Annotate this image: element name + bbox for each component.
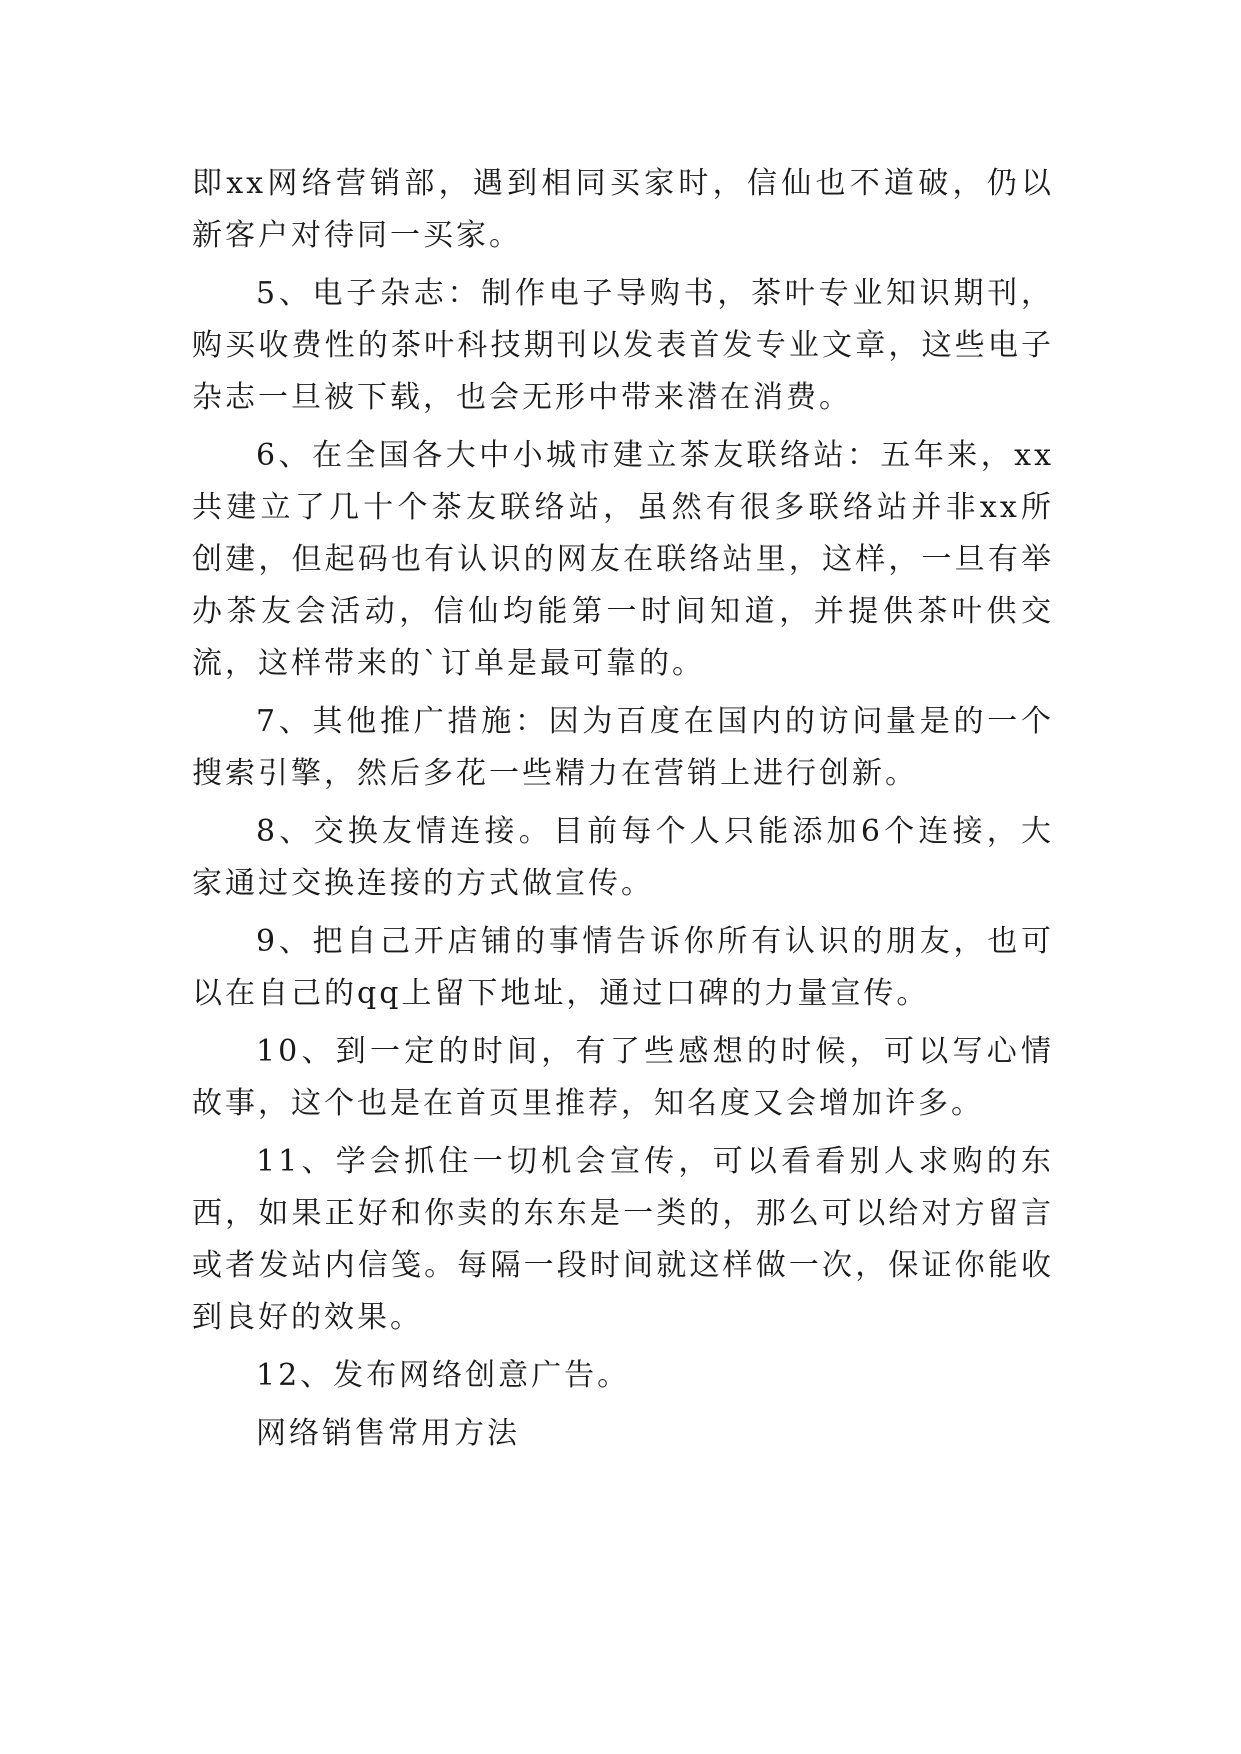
paragraph-item-5: 5、电子杂志：制作电子导购书，茶叶专业知识期刊，购买收费性的茶叶科技期刊以发表首发专业文章，这些电子杂志一旦被下载，也会无形中带来潜在消费。 (192, 276, 1054, 415)
section-heading: 网络销售常用方法 (256, 1416, 520, 1451)
paragraph-item-11: 11、学会抓住一切机会宣传，可以看看别人求购的东西，如果正好和你卖的东东是一类的，那么可以给对方留言或者发站内信笺。每隔一段时间就这样做一次，保证你能收到良好的效果。 (192, 1144, 1054, 1335)
paragraph-item-10: 10、到一定的时间，有了些感想的时候，可以写心情故事，这个也是在首页里推荐，知名度又会增加许多。 (192, 1034, 1054, 1121)
paragraph-continuation: 即xx网络营销部，遇到相同买家时，信仙也不道破，仍以新客户对待同一买家。 (192, 166, 1054, 253)
paragraph-item-6: 6、在全国各大中小城市建立茶友联络站：五年来，xx共建立了几十个茶友联络站，虽然有很多联络站并非xx所创建，但起码也有认识的网友在联络站里，这样，一旦有举办茶友会活动，信仙均能第一时间知道，并提供茶叶供交流，这样带来的`订单是最可靠的。 (192, 438, 1054, 681)
paragraph-item-12: 12、发布网络创意广告。 (256, 1358, 631, 1393)
paragraph-item-8: 8、交换友情连接。目前每个人只能添加6个连接，大家通过交换连接的方式做宣传。 (192, 814, 1054, 901)
paragraph-item-9: 9、把自己开店铺的事情告诉你所有认识的朋友，也可以在自己的qq上留下地址，通过口碑的力量宣传。 (192, 924, 1054, 1011)
paragraph-item-7: 7、其他推广措施：因为百度在国内的访问量是的一个搜索引擎，然后多花一些精力在营销上进行创新。 (192, 704, 1054, 791)
document-body (192, 158, 1054, 1466)
